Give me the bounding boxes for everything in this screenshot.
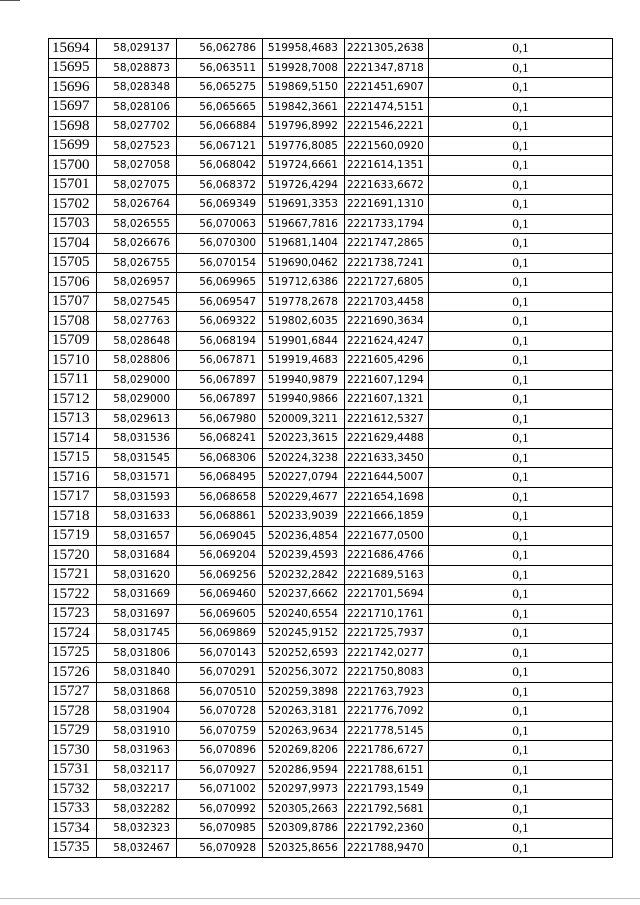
longitude-cell: 56,069460: [177, 585, 263, 605]
latitude-cell: 58,031620: [97, 565, 177, 585]
latitude-cell: 58,027075: [97, 175, 177, 195]
y-coordinate-cell: 2221686,4766: [345, 546, 429, 566]
accuracy-cell: 0,1: [429, 253, 613, 273]
point-number-cell: 15724: [49, 624, 97, 644]
x-coordinate-cell: 520240,6554: [263, 604, 345, 624]
table-row: [49, 175, 613, 195]
y-coordinate-cell: 2221474,5151: [345, 97, 429, 117]
point-number-cell: 15711: [49, 370, 97, 390]
y-coordinate-cell: 2221607,1294: [345, 370, 429, 390]
table-row: [49, 97, 613, 117]
accuracy-cell: 0,1: [429, 390, 613, 410]
accuracy-cell: 0,1: [429, 838, 613, 858]
accuracy-cell: 0,1: [429, 799, 613, 819]
accuracy-cell: 0,1: [429, 97, 613, 117]
x-coordinate-cell: 519667,7816: [263, 214, 345, 234]
longitude-cell: 56,071002: [177, 780, 263, 800]
latitude-cell: 58,031904: [97, 702, 177, 722]
table-row: [49, 760, 613, 780]
longitude-cell: 56,063511: [177, 58, 263, 78]
longitude-cell: 56,067871: [177, 351, 263, 371]
latitude-cell: 58,032282: [97, 799, 177, 819]
latitude-cell: 58,032323: [97, 819, 177, 839]
point-number-cell: 15714: [49, 429, 97, 449]
table-row: [49, 663, 613, 683]
y-coordinate-cell: 2221614,1351: [345, 156, 429, 176]
x-coordinate-cell: 520236,4854: [263, 526, 345, 546]
latitude-cell: 58,031684: [97, 546, 177, 566]
coordinates-table-body: [49, 39, 613, 858]
coordinates-table-container: [48, 38, 613, 858]
latitude-cell: 58,031697: [97, 604, 177, 624]
y-coordinate-cell: 2221690,3634: [345, 312, 429, 332]
y-coordinate-cell: 2221654,1698: [345, 487, 429, 507]
table-row: [49, 468, 613, 488]
point-number-cell: 15723: [49, 604, 97, 624]
accuracy-cell: 0,1: [429, 604, 613, 624]
x-coordinate-cell: 519869,5150: [263, 78, 345, 98]
x-coordinate-cell: 520223,3615: [263, 429, 345, 449]
latitude-cell: 58,027702: [97, 117, 177, 137]
accuracy-cell: 0,1: [429, 136, 613, 156]
longitude-cell: 56,068241: [177, 429, 263, 449]
accuracy-cell: 0,1: [429, 526, 613, 546]
x-coordinate-cell: 520263,9634: [263, 721, 345, 741]
y-coordinate-cell: 2221546,2221: [345, 117, 429, 137]
latitude-cell: 58,026957: [97, 273, 177, 293]
accuracy-cell: 0,1: [429, 39, 613, 59]
x-coordinate-cell: 519691,3353: [263, 195, 345, 215]
point-number-cell: 15732: [49, 780, 97, 800]
x-coordinate-cell: 520229,4677: [263, 487, 345, 507]
coordinates-table: [48, 38, 613, 858]
table-row: [49, 721, 613, 741]
accuracy-cell: 0,1: [429, 78, 613, 98]
point-number-cell: 15719: [49, 526, 97, 546]
y-coordinate-cell: 2221727,6805: [345, 273, 429, 293]
point-number-cell: 15722: [49, 585, 97, 605]
latitude-cell: 58,026555: [97, 214, 177, 234]
point-number-cell: 15727: [49, 682, 97, 702]
accuracy-cell: 0,1: [429, 682, 613, 702]
y-coordinate-cell: 2221644,5007: [345, 468, 429, 488]
y-coordinate-cell: 2221624,4247: [345, 331, 429, 351]
table-row: [49, 585, 613, 605]
latitude-cell: 58,028806: [97, 351, 177, 371]
y-coordinate-cell: 2221607,1321: [345, 390, 429, 410]
x-coordinate-cell: 519928,7008: [263, 58, 345, 78]
latitude-cell: 58,029000: [97, 390, 177, 410]
point-number-cell: 15700: [49, 156, 97, 176]
y-coordinate-cell: 2221451,6907: [345, 78, 429, 98]
latitude-cell: 58,031868: [97, 682, 177, 702]
point-number-cell: 15704: [49, 234, 97, 254]
point-number-cell: 15695: [49, 58, 97, 78]
accuracy-cell: 0,1: [429, 624, 613, 644]
table-row: [49, 546, 613, 566]
point-number-cell: 15730: [49, 741, 97, 761]
y-coordinate-cell: 2221750,8083: [345, 663, 429, 683]
longitude-cell: 56,068861: [177, 507, 263, 527]
x-coordinate-cell: 520297,9973: [263, 780, 345, 800]
table-row: [49, 78, 613, 98]
x-coordinate-cell: 519690,0462: [263, 253, 345, 273]
point-number-cell: 15729: [49, 721, 97, 741]
accuracy-cell: 0,1: [429, 312, 613, 332]
accuracy-cell: 0,1: [429, 448, 613, 468]
accuracy-cell: 0,1: [429, 214, 613, 234]
x-coordinate-cell: 520239,4593: [263, 546, 345, 566]
x-coordinate-cell: 519681,1404: [263, 234, 345, 254]
y-coordinate-cell: 2221788,9470: [345, 838, 429, 858]
accuracy-cell: 0,1: [429, 195, 613, 215]
x-coordinate-cell: 519796,8992: [263, 117, 345, 137]
table-row: [49, 370, 613, 390]
table-row: [49, 429, 613, 449]
point-number-cell: 15698: [49, 117, 97, 137]
x-coordinate-cell: 520232,2842: [263, 565, 345, 585]
longitude-cell: 56,062786: [177, 39, 263, 59]
longitude-cell: 56,067121: [177, 136, 263, 156]
longitude-cell: 56,069869: [177, 624, 263, 644]
longitude-cell: 56,068495: [177, 468, 263, 488]
point-number-cell: 15706: [49, 273, 97, 293]
latitude-cell: 58,032217: [97, 780, 177, 800]
point-number-cell: 15728: [49, 702, 97, 722]
accuracy-cell: 0,1: [429, 58, 613, 78]
x-coordinate-cell: 520263,3181: [263, 702, 345, 722]
x-coordinate-cell: 520237,6662: [263, 585, 345, 605]
longitude-cell: 56,069256: [177, 565, 263, 585]
longitude-cell: 56,065275: [177, 78, 263, 98]
accuracy-cell: 0,1: [429, 175, 613, 195]
longitude-cell: 56,066884: [177, 117, 263, 137]
point-number-cell: 15701: [49, 175, 97, 195]
x-coordinate-cell: 519842,3661: [263, 97, 345, 117]
table-row: [49, 682, 613, 702]
point-number-cell: 15712: [49, 390, 97, 410]
y-coordinate-cell: 2221710,1761: [345, 604, 429, 624]
accuracy-cell: 0,1: [429, 273, 613, 293]
latitude-cell: 58,029613: [97, 409, 177, 429]
point-number-cell: 15710: [49, 351, 97, 371]
x-coordinate-cell: 519940,9879: [263, 370, 345, 390]
latitude-cell: 58,026755: [97, 253, 177, 273]
table-row: [49, 702, 613, 722]
table-row: [49, 253, 613, 273]
table-row: [49, 741, 613, 761]
latitude-cell: 58,026764: [97, 195, 177, 215]
y-coordinate-cell: 2221666,1859: [345, 507, 429, 527]
y-coordinate-cell: 2221560,0920: [345, 136, 429, 156]
table-row: [49, 136, 613, 156]
point-number-cell: 15734: [49, 819, 97, 839]
accuracy-cell: 0,1: [429, 565, 613, 585]
y-coordinate-cell: 2221305,2638: [345, 39, 429, 59]
latitude-cell: 58,026676: [97, 234, 177, 254]
longitude-cell: 56,070927: [177, 760, 263, 780]
y-coordinate-cell: 2221629,4488: [345, 429, 429, 449]
accuracy-cell: 0,1: [429, 117, 613, 137]
latitude-cell: 58,031963: [97, 741, 177, 761]
y-coordinate-cell: 2221776,7092: [345, 702, 429, 722]
table-row: [49, 838, 613, 858]
accuracy-cell: 0,1: [429, 702, 613, 722]
x-coordinate-cell: 520256,3072: [263, 663, 345, 683]
y-coordinate-cell: 2221742,0277: [345, 643, 429, 663]
point-number-cell: 15715: [49, 448, 97, 468]
accuracy-cell: 0,1: [429, 351, 613, 371]
point-number-cell: 15718: [49, 507, 97, 527]
y-coordinate-cell: 2221689,5163: [345, 565, 429, 585]
y-coordinate-cell: 2221763,7923: [345, 682, 429, 702]
longitude-cell: 56,069547: [177, 292, 263, 312]
longitude-cell: 56,067897: [177, 390, 263, 410]
x-coordinate-cell: 519901,6844: [263, 331, 345, 351]
longitude-cell: 56,068042: [177, 156, 263, 176]
point-number-cell: 15702: [49, 195, 97, 215]
x-coordinate-cell: 520269,8206: [263, 741, 345, 761]
y-coordinate-cell: 2221778,5145: [345, 721, 429, 741]
longitude-cell: 56,065665: [177, 97, 263, 117]
point-number-cell: 15703: [49, 214, 97, 234]
accuracy-cell: 0,1: [429, 292, 613, 312]
point-number-cell: 15709: [49, 331, 97, 351]
y-coordinate-cell: 2221703,4458: [345, 292, 429, 312]
y-coordinate-cell: 2221701,5694: [345, 585, 429, 605]
y-coordinate-cell: 2221733,1794: [345, 214, 429, 234]
accuracy-cell: 0,1: [429, 234, 613, 254]
x-coordinate-cell: 520227,0794: [263, 468, 345, 488]
latitude-cell: 58,031910: [97, 721, 177, 741]
table-row: [49, 312, 613, 332]
point-number-cell: 15716: [49, 468, 97, 488]
longitude-cell: 56,070063: [177, 214, 263, 234]
y-coordinate-cell: 2221612,5327: [345, 409, 429, 429]
x-coordinate-cell: 519726,4294: [263, 175, 345, 195]
y-coordinate-cell: 2221691,1310: [345, 195, 429, 215]
longitude-cell: 56,069322: [177, 312, 263, 332]
latitude-cell: 58,028648: [97, 331, 177, 351]
accuracy-cell: 0,1: [429, 663, 613, 683]
x-coordinate-cell: 519712,6386: [263, 273, 345, 293]
table-row: [49, 643, 613, 663]
latitude-cell: 58,027523: [97, 136, 177, 156]
y-coordinate-cell: 2221738,7241: [345, 253, 429, 273]
y-coordinate-cell: 2221792,5681: [345, 799, 429, 819]
table-row: [49, 487, 613, 507]
latitude-cell: 58,027058: [97, 156, 177, 176]
table-row: [49, 565, 613, 585]
longitude-cell: 56,070985: [177, 819, 263, 839]
latitude-cell: 58,031633: [97, 507, 177, 527]
latitude-cell: 58,031840: [97, 663, 177, 683]
point-number-cell: 15717: [49, 487, 97, 507]
longitude-cell: 56,070992: [177, 799, 263, 819]
point-number-cell: 15713: [49, 409, 97, 429]
longitude-cell: 56,070896: [177, 741, 263, 761]
table-row: [49, 604, 613, 624]
x-coordinate-cell: 519778,2678: [263, 292, 345, 312]
y-coordinate-cell: 2221786,6727: [345, 741, 429, 761]
table-row: [49, 351, 613, 371]
x-coordinate-cell: 520224,3238: [263, 448, 345, 468]
y-coordinate-cell: 2221725,7937: [345, 624, 429, 644]
accuracy-cell: 0,1: [429, 721, 613, 741]
accuracy-cell: 0,1: [429, 819, 613, 839]
latitude-cell: 58,031669: [97, 585, 177, 605]
x-coordinate-cell: 519776,8085: [263, 136, 345, 156]
table-row: [49, 624, 613, 644]
latitude-cell: 58,029000: [97, 370, 177, 390]
x-coordinate-cell: 520305,2663: [263, 799, 345, 819]
point-number-cell: 15735: [49, 838, 97, 858]
x-coordinate-cell: 519919,4683: [263, 351, 345, 371]
accuracy-cell: 0,1: [429, 468, 613, 488]
accuracy-cell: 0,1: [429, 507, 613, 527]
accuracy-cell: 0,1: [429, 429, 613, 449]
longitude-cell: 56,069045: [177, 526, 263, 546]
y-coordinate-cell: 2221793,1549: [345, 780, 429, 800]
latitude-cell: 58,032467: [97, 838, 177, 858]
longitude-cell: 56,069204: [177, 546, 263, 566]
x-coordinate-cell: 520309,8786: [263, 819, 345, 839]
page-bottom-rule: [0, 898, 640, 899]
y-coordinate-cell: 2221605,4296: [345, 351, 429, 371]
latitude-cell: 58,029137: [97, 39, 177, 59]
accuracy-cell: 0,1: [429, 370, 613, 390]
x-coordinate-cell: 520259,3898: [263, 682, 345, 702]
x-coordinate-cell: 519958,4683: [263, 39, 345, 59]
point-number-cell: 15699: [49, 136, 97, 156]
scan-corner-mark: [0, 0, 20, 1]
point-number-cell: 15725: [49, 643, 97, 663]
point-number-cell: 15721: [49, 565, 97, 585]
longitude-cell: 56,070928: [177, 838, 263, 858]
latitude-cell: 58,032117: [97, 760, 177, 780]
latitude-cell: 58,031593: [97, 487, 177, 507]
y-coordinate-cell: 2221788,6151: [345, 760, 429, 780]
accuracy-cell: 0,1: [429, 156, 613, 176]
table-row: [49, 819, 613, 839]
longitude-cell: 56,068658: [177, 487, 263, 507]
longitude-cell: 56,070510: [177, 682, 263, 702]
longitude-cell: 56,070759: [177, 721, 263, 741]
longitude-cell: 56,067980: [177, 409, 263, 429]
latitude-cell: 58,031571: [97, 468, 177, 488]
accuracy-cell: 0,1: [429, 585, 613, 605]
latitude-cell: 58,028873: [97, 58, 177, 78]
table-row: [49, 409, 613, 429]
point-number-cell: 15707: [49, 292, 97, 312]
longitude-cell: 56,067897: [177, 370, 263, 390]
accuracy-cell: 0,1: [429, 331, 613, 351]
longitude-cell: 56,069965: [177, 273, 263, 293]
longitude-cell: 56,068306: [177, 448, 263, 468]
x-coordinate-cell: 520245,9152: [263, 624, 345, 644]
accuracy-cell: 0,1: [429, 760, 613, 780]
accuracy-cell: 0,1: [429, 487, 613, 507]
table-row: [49, 390, 613, 410]
y-coordinate-cell: 2221633,6672: [345, 175, 429, 195]
accuracy-cell: 0,1: [429, 780, 613, 800]
table-row: [49, 234, 613, 254]
x-coordinate-cell: 519940,9866: [263, 390, 345, 410]
y-coordinate-cell: 2221747,2865: [345, 234, 429, 254]
accuracy-cell: 0,1: [429, 546, 613, 566]
table-row: [49, 448, 613, 468]
point-number-cell: 15697: [49, 97, 97, 117]
y-coordinate-cell: 2221633,3450: [345, 448, 429, 468]
point-number-cell: 15696: [49, 78, 97, 98]
longitude-cell: 56,070300: [177, 234, 263, 254]
longitude-cell: 56,068194: [177, 331, 263, 351]
table-row: [49, 195, 613, 215]
point-number-cell: 15733: [49, 799, 97, 819]
accuracy-cell: 0,1: [429, 643, 613, 663]
y-coordinate-cell: 2221677,0500: [345, 526, 429, 546]
point-number-cell: 15708: [49, 312, 97, 332]
point-number-cell: 15694: [49, 39, 97, 59]
x-coordinate-cell: 519802,6035: [263, 312, 345, 332]
accuracy-cell: 0,1: [429, 409, 613, 429]
point-number-cell: 15731: [49, 760, 97, 780]
accuracy-cell: 0,1: [429, 741, 613, 761]
table-row: [49, 117, 613, 137]
latitude-cell: 58,028348: [97, 78, 177, 98]
latitude-cell: 58,031657: [97, 526, 177, 546]
table-row: [49, 292, 613, 312]
table-row: [49, 780, 613, 800]
latitude-cell: 58,027763: [97, 312, 177, 332]
point-number-cell: 15720: [49, 546, 97, 566]
table-row: [49, 526, 613, 546]
longitude-cell: 56,069605: [177, 604, 263, 624]
latitude-cell: 58,027545: [97, 292, 177, 312]
y-coordinate-cell: 2221792,2360: [345, 819, 429, 839]
longitude-cell: 56,069349: [177, 195, 263, 215]
x-coordinate-cell: 520233,9039: [263, 507, 345, 527]
latitude-cell: 58,028106: [97, 97, 177, 117]
latitude-cell: 58,031545: [97, 448, 177, 468]
longitude-cell: 56,070291: [177, 663, 263, 683]
point-number-cell: 15705: [49, 253, 97, 273]
longitude-cell: 56,070143: [177, 643, 263, 663]
table-row: [49, 214, 613, 234]
table-row: [49, 799, 613, 819]
longitude-cell: 56,070728: [177, 702, 263, 722]
latitude-cell: 58,031806: [97, 643, 177, 663]
x-coordinate-cell: 520009,3211: [263, 409, 345, 429]
table-row: [49, 273, 613, 293]
x-coordinate-cell: 520325,8656: [263, 838, 345, 858]
table-row: [49, 507, 613, 527]
longitude-cell: 56,068372: [177, 175, 263, 195]
table-row: [49, 331, 613, 351]
latitude-cell: 58,031536: [97, 429, 177, 449]
table-row: [49, 156, 613, 176]
x-coordinate-cell: 519724,6661: [263, 156, 345, 176]
table-row: [49, 39, 613, 59]
longitude-cell: 56,070154: [177, 253, 263, 273]
table-row: [49, 58, 613, 78]
x-coordinate-cell: 520252,6593: [263, 643, 345, 663]
latitude-cell: 58,031745: [97, 624, 177, 644]
y-coordinate-cell: 2221347,8718: [345, 58, 429, 78]
x-coordinate-cell: 520286,9594: [263, 760, 345, 780]
point-number-cell: 15726: [49, 663, 97, 683]
